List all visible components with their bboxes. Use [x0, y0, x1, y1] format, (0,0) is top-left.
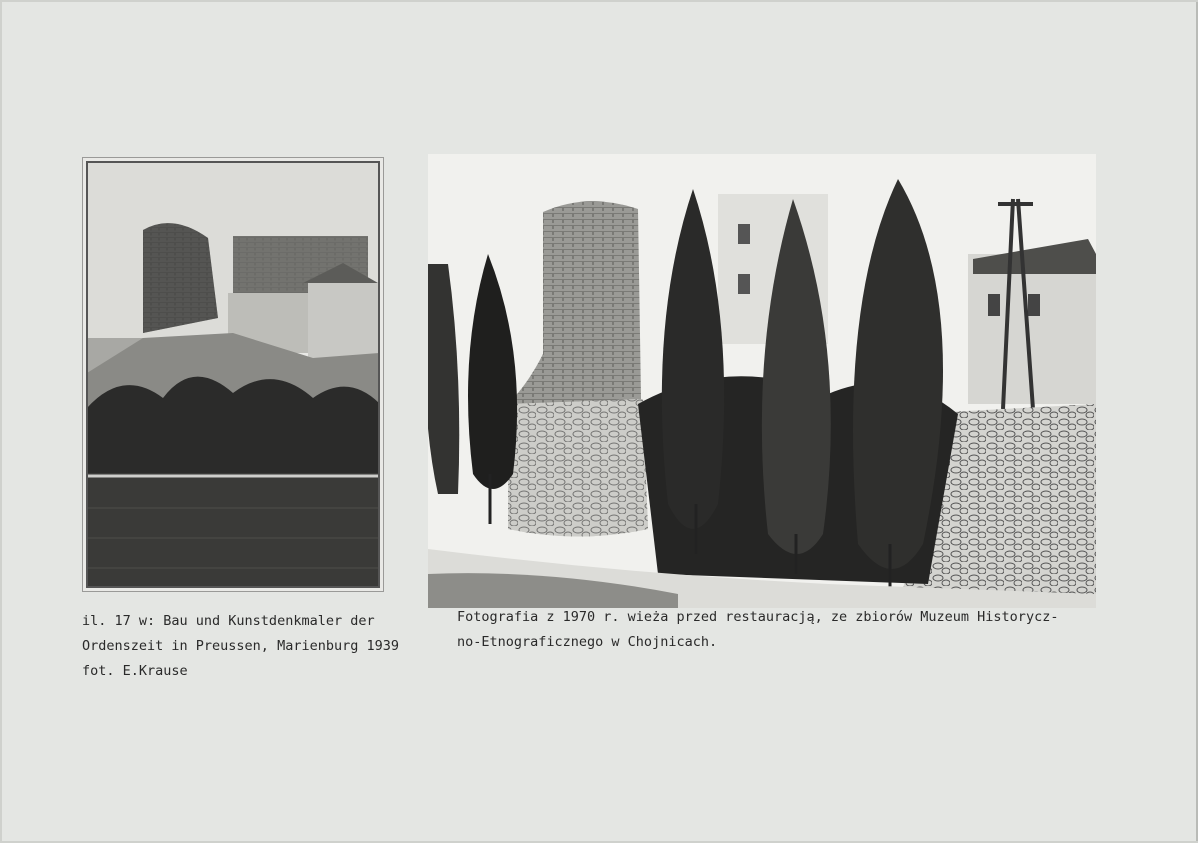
caption-line: Ordenszeit in Preussen, Marienburg 1939: [82, 638, 399, 654]
tower-photo-1970: [428, 154, 1096, 608]
caption-line: fot. E.Krause: [82, 663, 188, 679]
caption-line: Fotografia z 1970 r. wieża przed restauracją, ze zbiorów Muzeum Historycz-: [457, 609, 1059, 625]
left-photo-caption: [82, 609, 399, 684]
historic-tower-photo-1939: [82, 157, 384, 592]
document-page: [2, 2, 1198, 841]
caption-line: il. 17 w: Bau und Kunstdenkmaler der: [82, 613, 375, 629]
caption-line: no-Etnograficznego w Chojnicach.: [457, 634, 718, 650]
right-photo-caption: [457, 605, 1058, 655]
